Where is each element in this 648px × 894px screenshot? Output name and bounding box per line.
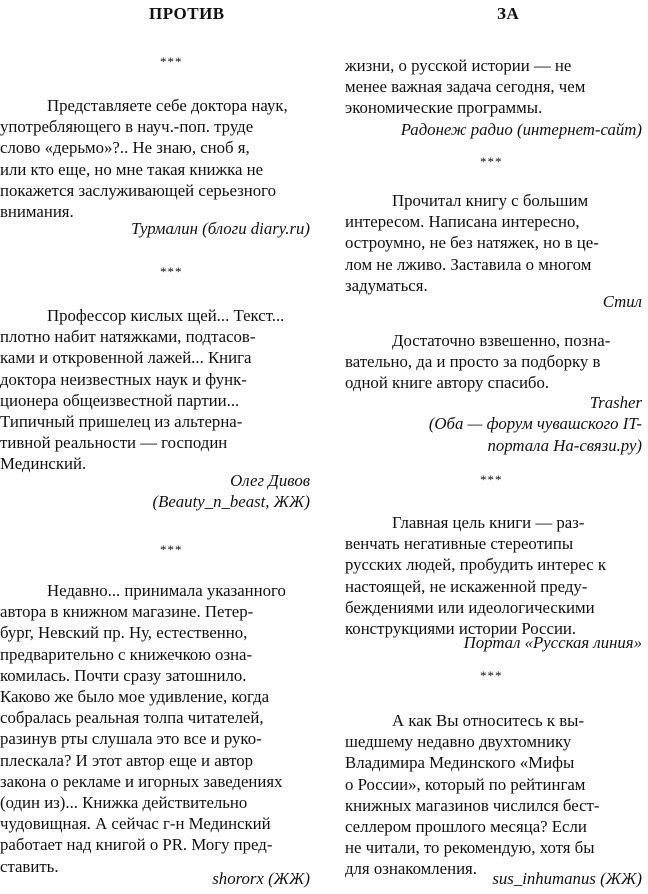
text-line: покажется заслуживающей серьезного (0, 180, 276, 200)
text-line: конструкциями истории России. (345, 619, 577, 639)
text-line: беждениями или идеологическими (345, 597, 595, 617)
text-line: Мединский. (0, 454, 87, 474)
review-text (0, 580, 318, 877)
text-line: Представляете себе доктора наук, (47, 96, 288, 115)
text-line: задуматься. (345, 275, 428, 295)
text-line: жизни, о русской истории — не (345, 56, 572, 75)
text-line: ционера общеизвестной партии... (0, 390, 240, 410)
text-line: Недавно... принимала указанного (47, 581, 286, 600)
text-line: употребляющего в науч.-поп. труде (0, 117, 254, 137)
text-line: доктора неизвестных наук и функ- (0, 369, 247, 389)
source-line: (Оба — форум чувашского IT- (428, 414, 642, 434)
review-text (0, 95, 318, 222)
text-line: внимания. (0, 202, 74, 222)
source-line: sus_inhumanus (ЖЖ) (492, 869, 642, 888)
text-line: Профессор кислых щей... Текст... (47, 306, 285, 325)
text-line: книжных магазинов числился бест- (345, 795, 600, 815)
text-line: ставить. (0, 856, 59, 876)
text-line: настоящей, не искаженной преду- (345, 576, 588, 596)
text-line: А как Вы относитесь к вы- (392, 711, 585, 730)
review-item (345, 55, 645, 119)
review-item (0, 580, 318, 877)
column-heading-for: ЗА (497, 4, 520, 23)
text-line: остроумно, не без натяжек, но в це- (345, 233, 599, 253)
review-text (345, 55, 645, 119)
text-line: Прочитал книгу с большим (392, 191, 589, 210)
text-line: Достаточно взвешенно, позна- (392, 331, 611, 350)
text-line: разинув рты слушала это все и руко- (0, 729, 262, 749)
text-line: Каково же было мое удивление, когда (0, 687, 270, 707)
source-line: (Beauty_n_beast, ЖЖ) (152, 492, 310, 512)
text-line: предварительно с книжечкою озна- (0, 644, 253, 664)
source-line: Олег Дивов (230, 471, 310, 490)
text-line: Главная цель книги — раз- (392, 513, 585, 532)
text-line: слово «дерьмо»?.. Не знаю, сноб я, (0, 138, 250, 158)
source-line: Стил (602, 292, 642, 311)
review-item (0, 305, 318, 475)
review-source (212, 868, 310, 889)
source-line: портала На-связи.ру) (487, 435, 642, 455)
review-item (345, 512, 645, 639)
text-line: или кто еще, но мне такая книжка не (0, 159, 264, 179)
review-text (345, 710, 645, 880)
text-line: вательно, да и просто за подборку в (345, 352, 601, 372)
review-item (345, 330, 645, 394)
text-line: (один из)... Книжка действительно (0, 793, 248, 813)
separator-stars: *** (480, 668, 503, 683)
text-line: не читали, то рекомендую, хотя бы (345, 838, 595, 858)
text-line: комилась. Почти сразу затошнило. (0, 665, 247, 685)
review-source (131, 218, 310, 239)
source-line: Турмалин (блоги diary.ru) (131, 219, 310, 238)
review-text (0, 305, 318, 475)
source-line: Trasher (589, 393, 642, 412)
text-line: венчать негативные стереотипы (345, 534, 574, 554)
text-line: бург, Невский пр. Ну, естественно, (0, 623, 248, 643)
review-text (345, 330, 645, 394)
text-line: Владимира Мединского «Мифы (345, 753, 575, 773)
review-source (464, 632, 642, 653)
text-line: интересом. Написана интересно, (345, 212, 580, 232)
review-source (492, 868, 642, 889)
text-line: ками и откровенной лажей... Книга (0, 348, 252, 368)
text-line: Типичный пришелец из альтерна- (0, 412, 243, 432)
separator-stars: *** (160, 542, 183, 557)
review-text (345, 512, 645, 639)
text-line: лом не лживо. Заставила о многом (345, 254, 592, 274)
text-line: собралась реальная толпа читателей, (0, 708, 264, 728)
text-line: плотно набит натяжками, подтасов- (0, 327, 256, 347)
text-line: экономические программы. (345, 98, 543, 118)
column-heading-against: ПРОТИВ (149, 4, 225, 23)
review-item (345, 710, 645, 880)
text-line: закона о рекламе и игорных заведениях (0, 771, 283, 791)
text-line: чудовищная. А сейчас г-н Мединский (0, 814, 271, 834)
review-source (153, 470, 311, 513)
source-line: Радонеж радио (интернет-сайт) (400, 120, 642, 139)
review-source (401, 119, 642, 140)
text-line: шедшему недавно двухтомнику (345, 732, 572, 752)
separator-stars: *** (160, 54, 183, 69)
text-line: плескала? И этот автор еще и автор (0, 750, 254, 770)
text-line: менее важная задача сегодня, чем (345, 77, 586, 97)
source-line: Портал «Русская линия» (463, 633, 642, 652)
separator-stars: *** (160, 264, 183, 279)
review-item (345, 190, 645, 296)
text-line: русских людей, пробудить интерес к (345, 555, 607, 575)
separator-stars: *** (480, 154, 503, 169)
separator-stars: *** (480, 472, 503, 487)
source-line: shororx (ЖЖ) (212, 869, 310, 888)
text-line: автора в книжном магазине. Петер- (0, 602, 254, 622)
text-line: одной книге автору спасибо. (345, 373, 550, 393)
review-text (345, 190, 645, 296)
text-line: тивной реальности — господин (0, 433, 228, 453)
text-line: селлером прошлого месяца? Если (345, 817, 587, 837)
review-source (429, 392, 642, 456)
review-source (603, 291, 642, 312)
text-line: для ознакомления. (345, 859, 477, 879)
review-item (0, 95, 318, 222)
text-line: о России», который по рейтингам (345, 774, 586, 794)
text-line: работает над книгой о PR. Могу пред- (0, 835, 273, 855)
